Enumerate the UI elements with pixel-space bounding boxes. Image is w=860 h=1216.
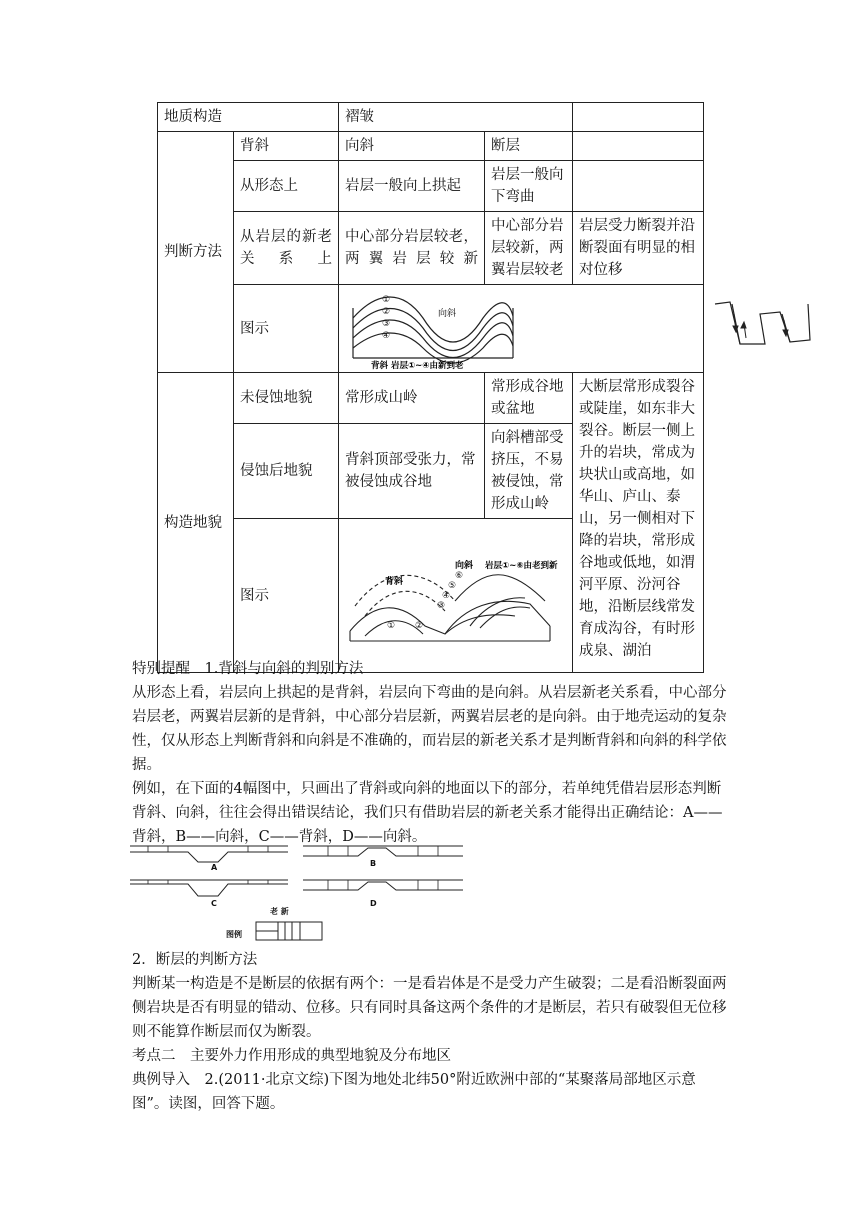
header-empty-2 — [573, 132, 704, 161]
fig2-syncline-label: 向斜 — [455, 560, 474, 571]
row-label-shape: 从形态上 — [234, 161, 339, 212]
row-label-figure-2: 图示 — [234, 519, 339, 673]
heading-2: 2．断层的判断方法 — [132, 952, 258, 968]
fig2-caption: 岩层①~⑥由老到新 — [485, 560, 558, 571]
legend-label: 图例 — [226, 930, 242, 939]
row-label-eroded: 侵蚀后地貌 — [234, 424, 339, 519]
paragraph-5: 典例导入 2.(2011·北京文综)下图为地处北纬50°附近欧洲中部的“某聚落局部地区示意图”。读图，回答下题。 — [132, 1072, 696, 1112]
svg-text:①: ① — [382, 294, 391, 305]
legend-swatches — [256, 922, 322, 940]
header-empty — [573, 103, 704, 132]
svg-text:②: ② — [382, 306, 391, 317]
svg-text:②: ② — [415, 620, 424, 631]
paragraph-4: 考点二 主要外力作用形成的典型地貌及分布地区 — [132, 1048, 451, 1064]
shape-fault-empty — [573, 161, 704, 212]
header-fault: 断层 — [485, 132, 573, 161]
paragraph-2: 例如，在下面的4幅图中，只画出了背斜或向斜的地面以下的部分，若单纯凭借岩层形态判断背斜、向斜，往往会得出错误结论，我们只有借助岩层的新老关系才能得出正确结论：A——背斜，B——向斜，C——背斜，D——向斜。 — [132, 781, 723, 845]
svg-text:⑥: ⑥ — [455, 570, 464, 581]
eroded-syncline: 向斜槽部受挤压，不易被侵蚀，常形成山岭 — [485, 424, 573, 519]
fold-examples-figure — [128, 840, 468, 950]
tip-title: 特别提醒 1.背斜与向斜的判别方法 — [132, 661, 364, 677]
tips-section — [132, 657, 732, 849]
age-fault: 岩层受力断裂并沿断裂面有明显的相对位移 — [573, 212, 704, 285]
judge-method-label: 判断方法 — [158, 132, 234, 373]
age-syncline: 中心部分岩层较新，两翼岩层较老 — [485, 212, 573, 285]
fold-layers-figure — [343, 288, 563, 370]
header-syncline: 向斜 — [339, 132, 485, 161]
landform-label: 构造地貌 — [158, 373, 234, 673]
eroded-fold-figure — [345, 546, 565, 646]
fig1-syncline-label: 向斜 — [438, 308, 457, 319]
fault-figure — [710, 294, 820, 364]
svg-text:④: ④ — [382, 330, 391, 341]
row-label-age: 从岩层的新老关系上 — [234, 212, 339, 285]
eroded-anticline: 背斜顶部受张力，常被侵蚀成谷地 — [339, 424, 485, 519]
header-fold: 褶皱 — [339, 103, 573, 132]
fig-label-a: A — [211, 863, 218, 872]
shape-anticline: 岩层一般向上拱起 — [339, 161, 485, 212]
legend-old-new: 老 新 — [270, 907, 289, 916]
eroded-figure-cell — [339, 519, 573, 673]
paragraph-1: 从形态上看，岩层向上拱起的是背斜，岩层向下弯曲的是向斜。从岩层新老关系看，中心部分岩层老，两翼岩层新的是背斜，中心部分岩层新，两翼岩层老的是向斜。由于地壳运动的复杂性，仅从形态上判断背斜和向斜是不准确的，而岩层的新老关系才是判断背斜和向斜的科学依据。 — [132, 685, 727, 773]
fig-label-c: C — [211, 899, 217, 908]
row-label-figure-1: 图示 — [234, 285, 339, 373]
paragraph-3: 判断某一构造是不是断层的依据有两个：一是看岩体是不是受力产生破裂；二是看沿断裂面两侧岩块是否有明显的错动、位移。只有同时具备这两个条件的才是断层，若只有破裂但无位移则不能算作断层而仅为断裂。 — [132, 976, 727, 1040]
shape-syncline: 岩层一般向下弯曲 — [485, 161, 573, 212]
fig-label-b: B — [370, 859, 377, 868]
header-geologic-structure: 地质构造 — [158, 103, 339, 132]
svg-text:④: ④ — [442, 590, 451, 601]
fold-figure-cell — [339, 285, 704, 373]
geologic-structure-table — [157, 102, 704, 673]
fault-landform: 大断层常形成裂谷或陡崖，如东非大裂谷。断层一侧上升的岩块，常成为块状山或高地，如华山、庐山、泰山，另一侧相对下降的岩块，常形成谷地或低地，如渭河平原、汾河谷地，沿断层线常发育成沟谷，有时形成泉、湖泊 — [573, 373, 704, 673]
fault-section — [132, 948, 732, 1116]
svg-text:⑤: ⑤ — [448, 580, 457, 591]
header-anticline: 背斜 — [234, 132, 339, 161]
uneroded-syncline: 常形成谷地或盆地 — [485, 373, 573, 424]
fig2-anticline-label: 背斜 — [385, 576, 404, 587]
age-anticline: 中心部分岩层较老，两翼岩层较新 — [339, 212, 485, 285]
svg-text:③: ③ — [382, 318, 391, 329]
svg-text:①: ① — [387, 620, 396, 631]
fig-label-d: D — [370, 899, 377, 908]
fig1-caption: 背斜 岩层①~④由新到老 — [371, 360, 464, 370]
uneroded-anticline: 常形成山岭 — [339, 373, 485, 424]
row-label-uneroded: 未侵蚀地貌 — [234, 373, 339, 424]
svg-text:③: ③ — [437, 600, 446, 611]
